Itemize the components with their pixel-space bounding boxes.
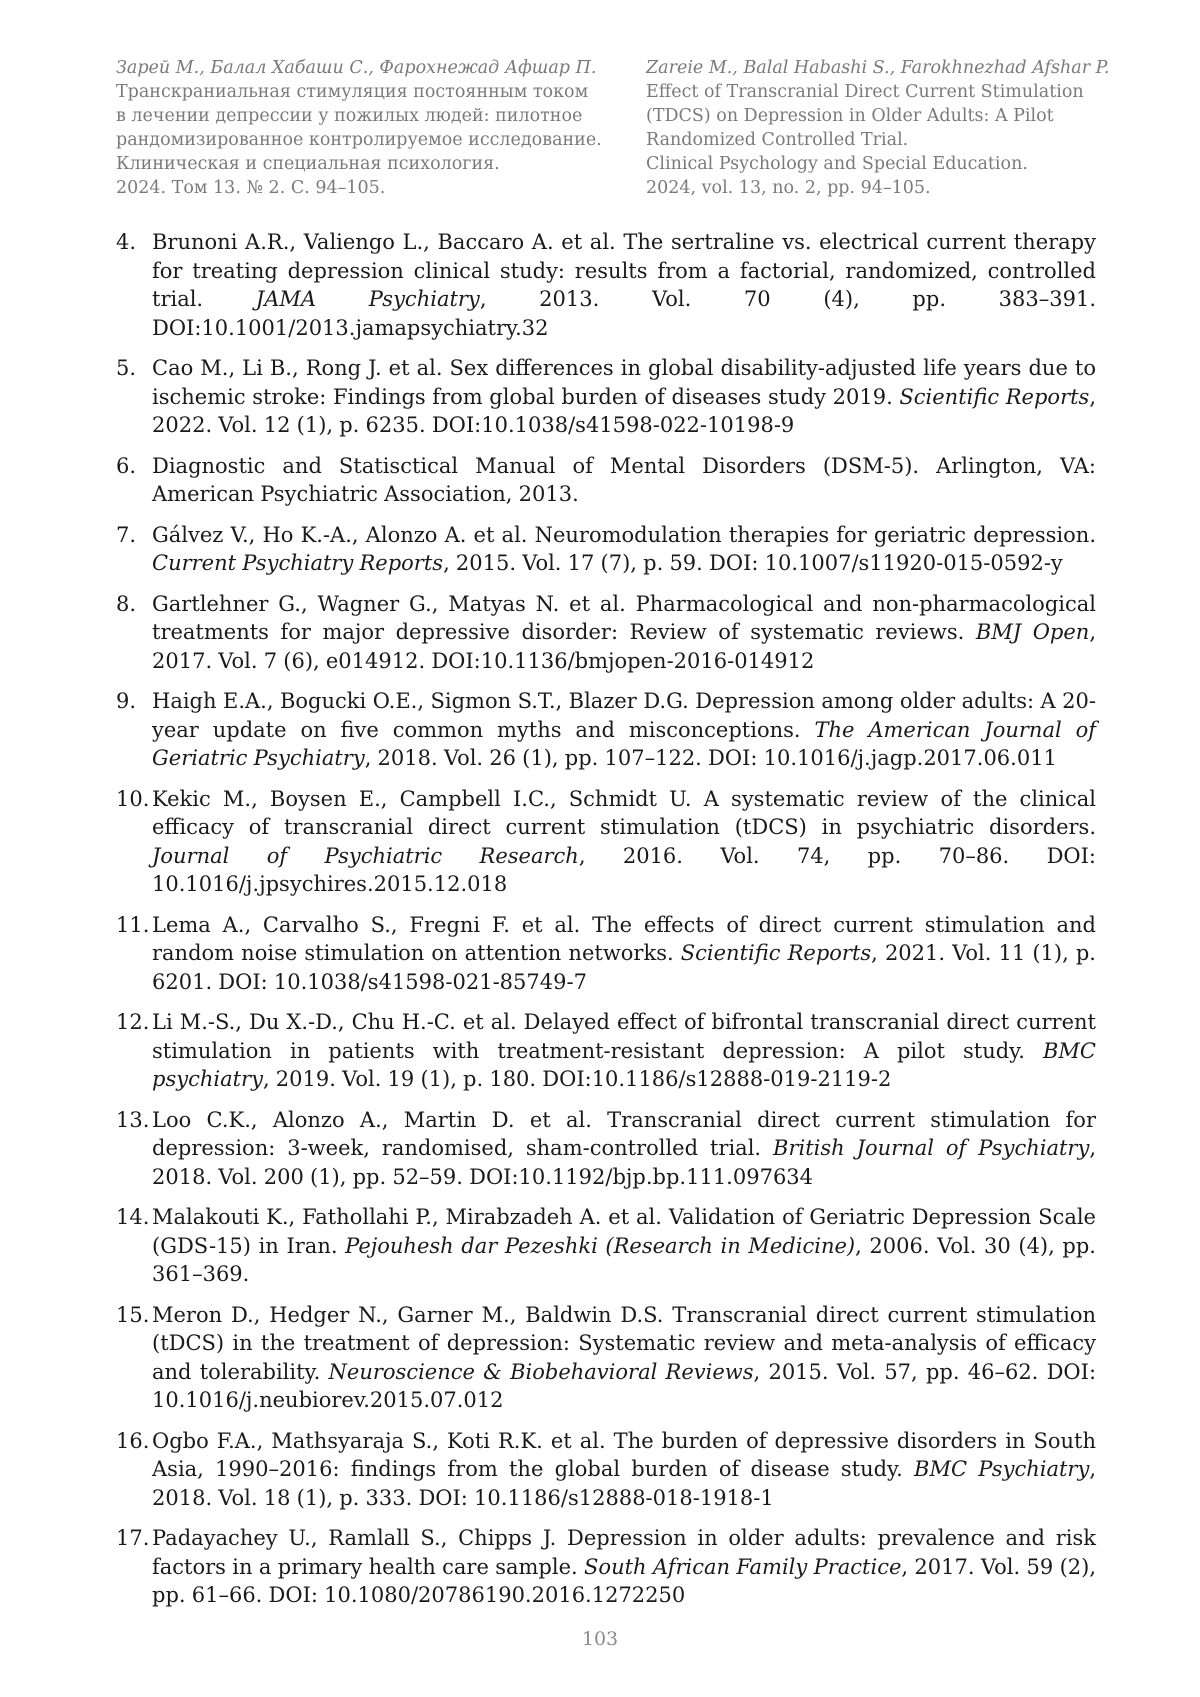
reference-details: , 2022. Vol. 12 (1), p. 6235. DOI:10.1038/s41598-022-10198-9 [152,384,1097,437]
reference-journal: Current Psychiatry Reports [152,551,444,575]
reference-number: 8. [116,591,137,616]
reference-number: 12. [116,1010,150,1034]
header-en-authors: Zareie M., Balal Habashi S., Farokhnezhad Afshar P. [646,58,1110,78]
reference-journal: Scientific Reports [899,384,1090,409]
reference-number: 5. [116,356,137,380]
reference-list [116,228,1096,1622]
reference-item [116,521,1096,578]
reference-item [116,452,1096,509]
reference-number: 13. [116,1107,150,1132]
reference-item [116,1106,1096,1192]
reference-number: 10. [116,786,150,811]
reference-item [116,687,1096,773]
reference-text [152,1524,1096,1610]
reference-details: , 2018. Vol. 18 (1), p. 333. DOI: 10.1186/s12888-018-1918-1 [152,1457,1096,1510]
header-russian [116,56,646,200]
reference-text [152,785,1096,899]
header-ru-title-line: рандомизированное контролируемое исследование. [116,130,602,150]
header-ru-title-line: Транскраниальная стимуляция постоянным током [116,82,589,102]
page-number: 103 [581,1628,619,1650]
reference-journal: Neuroscience & Biobehavioral Reviews [328,1359,754,1384]
reference-number: 17. [116,1526,150,1550]
reference-citation: Haigh E.A., Bogucki O.E., Sigmon S.T., Blazer D.G. Depression among older adults: A 20-year update on five common myths and misconceptions. [152,689,1096,742]
reference-details: , 2017. Vol. 7 (6), e014912. DOI:10.1136/bmjopen-2016-014912 [152,620,1096,673]
reference-number: 15. [116,1302,150,1327]
header-ru-issue: 2024. Том 13. № 2. С. 94–105. [116,178,386,198]
reference-citation: Gartlehner G., Wagner G., Matyas N. et al. Pharmacological and non-pharmacological treatments for major depressive disorder: Review of systematic reviews. [152,591,1096,644]
reference-text [152,521,1096,578]
reference-details: , 2016. Vol. 74, pp. 70–86. DOI: 10.1016/j.jpsychires.2015.12.018 [152,843,1096,896]
reference-citation: Meron D., Hedger N., Garner M., Baldwin D.S. Transcranial direct current stimulation (tDCS) in the treatment of depression: Systematic review and meta-analysis of efficacy and tolerability. [152,1302,1096,1384]
reference-text [152,354,1096,440]
reference-number: 9. [116,689,137,713]
reference-citation: Loo C.K., Alonzo A., Martin D. et al. Transcranial direct current stimulation for depression: 3-week, randomised, sham-controlled trial. [152,1107,1096,1160]
reference-number: 4. [116,230,137,254]
reference-item [116,1524,1096,1610]
reference-citation: Gálvez V., Ho K.-A., Alonzo A. et al. Neuromodulation therapies for geriatric depression. [152,522,1096,547]
running-header [116,56,1110,200]
reference-details: , 2021. Vol. 11 (1), p. 6201. DOI: 10.1038/s41598-021-85749-7 [152,941,1096,994]
reference-journal: JAMA Psychiatry [255,287,480,311]
reference-text [152,687,1096,773]
reference-text [152,1203,1096,1289]
reference-details: , 2006. Vol. 30 (4), pp. 361–369. [152,1233,1096,1286]
reference-item [116,1203,1096,1289]
reference-number: 6. [116,453,137,478]
reference-journal: The American Journal of Geriatric Psychiatry [152,717,1096,770]
reference-citation: Lema A., Carvalho S., Fregni F. et al. The effects of direct current stimulation and random noise stimulation on attention networks. [152,912,1096,965]
reference-journal: South African Family Practice [584,1554,902,1579]
reference-details: , 2018. Vol. 200 (1), pp. 52–59. DOI:10.1192/bjp.bp.111.097634 [152,1136,1096,1189]
reference-citation: Padayachey U., Ramlall S., Chipps J. Depression in older adults: prevalence and risk factors in a primary health care sample. [152,1526,1096,1579]
reference-details: , 2018. Vol. 26 (1), pp. 107–122. DOI: 10.1016/j.jagp.2017.06.011 [364,746,1057,770]
reference-details: , 2017. Vol. 59 (2), pp. 61–66. DOI: 10.1080/20786190.2016.1272250 [152,1554,1096,1607]
reference-citation: Li M.-S., Du X.-D., Chu H.-C. et al. Delayed effect of bifrontal transcranial direct current stimulation in patients with treatment-resistant depression: A pilot study. [152,1010,1096,1063]
reference-item [116,1427,1096,1513]
reference-citation: Cao M., Li B., Rong J. et al. Sex differences in global disability-adjusted life years due to ischemic stroke: Findings from global burden of diseases study 2019. [152,356,1096,409]
reference-text [152,1427,1096,1513]
reference-journal: Journal of Psychiatric Research [152,843,579,868]
reference-text [152,1301,1096,1415]
header-en-title-line: Effect of Transcranial Direct Current Stimulation [646,82,1084,102]
reference-journal: Pejouhesh dar Pezeshki (Research in Medicine) [345,1233,856,1258]
reference-item [116,228,1096,342]
reference-item [116,911,1096,997]
reference-text [152,590,1096,676]
reference-journal: British Journal of Psychiatry [773,1136,1090,1160]
reference-number: 7. [116,522,137,547]
reference-journal: Scientific Reports [680,941,872,965]
reference-journal: BMC psychiatry [152,1038,1096,1091]
reference-item [116,590,1096,676]
reference-details: , 2013. Vol. 70 (4), pp. 383–391. DOI:10.1001/2013.jamapsychiatry.32 [152,287,1097,340]
reference-text [152,911,1096,997]
header-en-title-line: (TDCS) on Depression in Older Adults: A Pilot [646,106,1054,126]
reference-citation: Ogbo F.A., Mathsyaraja S., Koti R.K. et al. The burden of depressive disorders in South Asia, 1990–2016: findings from the global burden of disease study. [152,1428,1096,1481]
header-ru-journal: Клиническая и специальная психология. [116,154,500,174]
reference-item [116,785,1096,899]
reference-text [152,228,1096,342]
reference-details: , 2015. Vol. 57, pp. 46–62. DOI: 10.1016/j.neubiorev.2015.07.012 [152,1359,1097,1412]
header-en-issue: 2024, vol. 13, no. 2, pp. 94–105. [646,178,931,198]
header-ru-authors: Зарей М., Балал Хабаши С., Фарохнежад Афшар П. [116,58,597,78]
reference-citation: Kekic M., Boysen E., Campbell I.C., Schmidt U. A systematic review of the clinical efficacy of transcranial direct current stimulation (tDCS) in psychiatric disorders. [152,786,1096,839]
reference-item [116,1008,1096,1094]
header-english [646,56,1110,200]
reference-details: , 2015. Vol. 17 (7), p. 59. DOI: 10.1007/s11920-015-0592-y [443,551,1063,575]
header-ru-title-line: в лечении депрессии у пожилых людей: пилотное [116,106,583,126]
reference-number: 16. [116,1428,150,1453]
reference-item [116,1301,1096,1415]
reference-number: 11. [116,912,150,937]
reference-citation: Brunoni A.R., Valiengo L., Baccaro A. et al. The sertraline vs. electrical current therapy for treating depression clinical study: results from a factorial, randomized, controlled trial. [152,230,1096,311]
header-en-journal: Clinical Psychology and Special Education. [646,154,1028,174]
reference-text [152,1106,1096,1192]
reference-journal: BMJ Open [975,620,1090,644]
reference-citation: Diagnostic and Statisctical Manual of Mental Disorders (DSM-5). Arlington, VA: American Psychiatric Association, 2013. [152,453,1096,506]
reference-text [152,1008,1096,1094]
reference-details: , 2019. Vol. 19 (1), p. 180. DOI:10.1186/s12888-019-2119-2 [262,1067,892,1091]
reference-number: 14. [116,1205,150,1229]
header-en-title-line: Randomized Controlled Trial. [646,130,909,150]
reference-text [152,452,1096,509]
reference-journal: BMC Psychiatry [914,1457,1090,1481]
reference-citation: Malakouti K., Fathollahi P., Mirabzadeh A. et al. Validation of Geriatric Depression Scale (GDS-15) in Iran. [152,1205,1096,1258]
reference-item [116,354,1096,440]
